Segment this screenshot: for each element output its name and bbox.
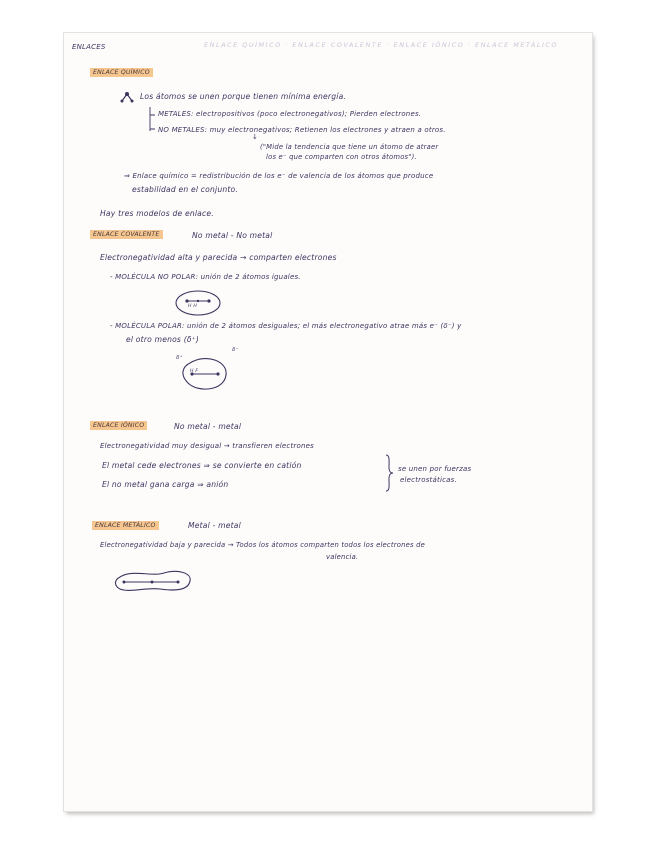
- s3-line3: El no metal gana carga ⇒ anión: [102, 480, 229, 489]
- s1-line4: ("Mide la tendencia que tiene un átomo de atraer: [260, 143, 439, 151]
- delta-minus-label: δ⁻: [232, 347, 239, 353]
- molecule-icon: [120, 91, 136, 107]
- s2-line1: Electronegatividad alta y parecida → comparten electrones: [100, 253, 337, 262]
- heading-enlace-covalente: ENLACE COVALENTE: [90, 230, 163, 239]
- heading-enlace-ionico: ENLACE IÓNICO: [90, 421, 147, 430]
- metallic-bond-diagram: [112, 567, 194, 597]
- s4-line1: Electronegatividad baja y parecida → Todos los átomos comparten todos los electrones de: [100, 541, 425, 549]
- s1-line6: ⇒ Enlace químico = redistribución de los e⁻ de valencia de los átomos que produce: [124, 172, 434, 180]
- nonpolar-molecule-diagram: [174, 288, 224, 318]
- branch-bracket: [147, 105, 157, 135]
- nonpolar-atom-labels: H H: [188, 304, 197, 309]
- s3-line1: Electronegatividad muy desigual → transfieren electrones: [100, 442, 314, 450]
- s1-line2: METALES: electropositivos (poco electronegativos); Pierden electrones.: [158, 110, 422, 118]
- covalente-subtitle: No metal - No metal: [192, 231, 273, 240]
- s2-line2: - MOLÉCULA NO POLAR: unión de 2 átomos iguales.: [110, 273, 301, 281]
- s2-line4: el otro menos (δ⁺): [126, 335, 200, 344]
- s3-line2: El metal cede electrones ⇒ se convierte en catión: [102, 461, 302, 470]
- s2-line3: - MOLÉCULA POLAR: unión de 2 átomos desiguales; el más electronegativo atrae más e⁻ (δ⁻) y: [110, 322, 462, 330]
- s4-line2: valencia.: [326, 553, 359, 561]
- notebook-page: [64, 33, 592, 811]
- page-title: ENLACES: [72, 43, 106, 51]
- heading-enlace-quimico: ENLACE QUÍMICO: [90, 68, 153, 77]
- ionic-side-note-2: electrostáticas.: [400, 476, 457, 484]
- polar-molecule-diagram: [176, 355, 236, 395]
- s1-line8: Hay tres modelos de enlace.: [100, 209, 214, 218]
- heading-enlace-metalico: ENLACE METÁLICO: [92, 521, 159, 530]
- curly-brace: [384, 453, 394, 493]
- polar-atom-labels: H F: [190, 369, 199, 374]
- delta-plus-label: δ⁺: [176, 355, 183, 361]
- s1-line7: estabilidad en el conjunto.: [132, 185, 239, 194]
- ionico-subtitle: No metal - metal: [174, 422, 242, 431]
- s1-line5: los e⁻ que comparten con otros átomos").: [266, 153, 417, 161]
- bleed-through-text: ENLACE QUÍMICO · ENLACE COVALENTE · ENLACE IÓNICO · ENLACE METÁLICO: [204, 41, 559, 49]
- s1-line1: Los átomos se unen porque tienen mínima energía.: [140, 92, 347, 101]
- metalico-subtitle: Metal - metal: [188, 521, 241, 530]
- down-arrow: ↓: [252, 133, 259, 141]
- s1-line3: NO METALES: muy electronegativos; Retienen los electrones y atraen a otros.: [158, 126, 446, 134]
- ionic-side-note-1: se unen por fuerzas: [398, 465, 472, 473]
